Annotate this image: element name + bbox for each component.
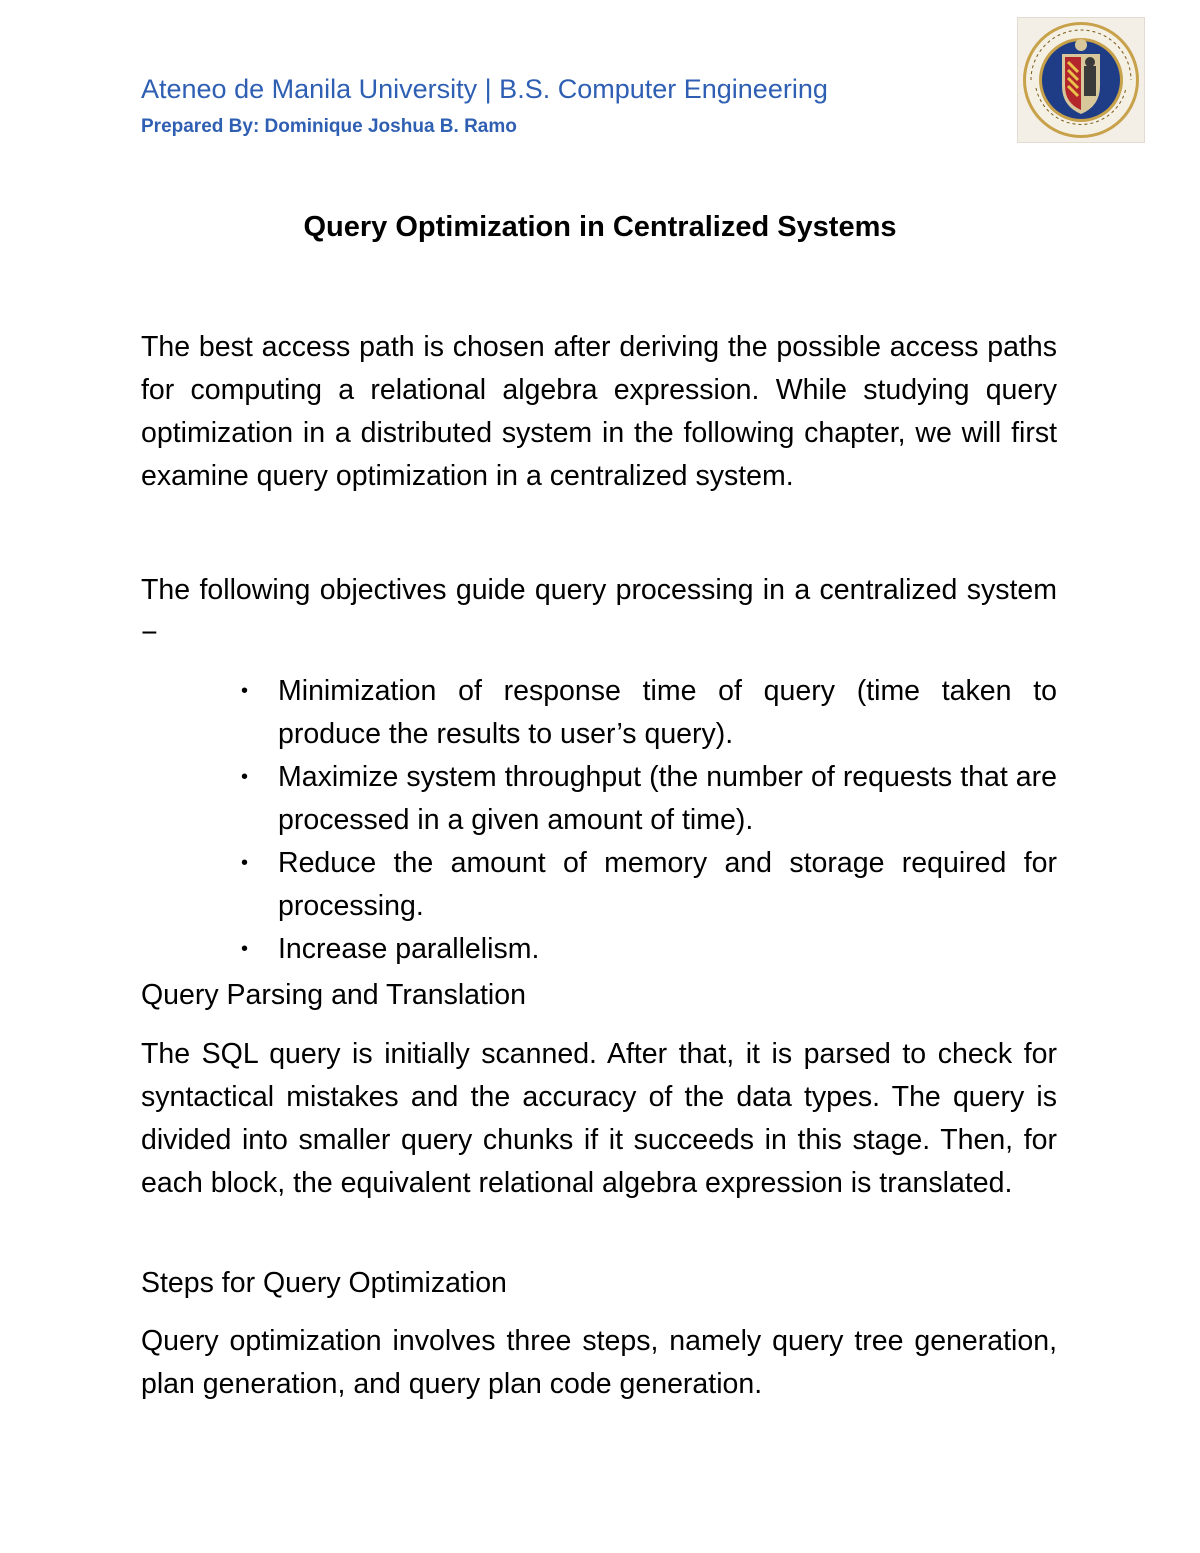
list-item bbox=[141, 670, 1057, 756]
objective-text: Maximize system throughput (the number of requests that are processed in a given amount of time). bbox=[278, 761, 1057, 836]
bullet-icon: • bbox=[241, 680, 249, 702]
objective-text: Minimization of response time of query (time taken to produce the results to user’s query). bbox=[278, 675, 1057, 750]
objectives-intro: The following objectives guide query processing in a centralized system − bbox=[141, 574, 1057, 649]
bullet-icon: • bbox=[241, 852, 249, 874]
prepared-by-line: Prepared By: Dominique Joshua B. Ramo bbox=[141, 116, 517, 137]
list-item bbox=[141, 928, 1057, 971]
objective-text: Reduce the amount of memory and storage required for processing. bbox=[278, 847, 1057, 922]
section-heading-steps: Steps for Query Optimization bbox=[141, 1267, 507, 1299]
university-seal-icon bbox=[1017, 17, 1145, 143]
institution-line: Ateneo de Manila University | B.S. Computer Engineering bbox=[141, 74, 828, 104]
list-item bbox=[141, 756, 1057, 842]
section-heading-parsing: Query Parsing and Translation bbox=[141, 979, 526, 1011]
bullet-icon: • bbox=[241, 938, 249, 960]
section-text-steps: Query optimization involves three steps, namely query tree generation, plan generation, and query plan code generation. bbox=[141, 1325, 1057, 1400]
bullet-icon: • bbox=[241, 766, 249, 788]
document-title: Query Optimization in Centralized Systems bbox=[303, 211, 897, 243]
objective-text: Increase parallelism. bbox=[278, 933, 540, 965]
list-item bbox=[141, 842, 1057, 928]
section-text-parsing: The SQL query is initially scanned. After that, it is parsed to check for syntactical mistakes and the accuracy of the data types. The query is divided into smaller query chunks if it succeeds in this stage. Then, for each block, the equivalent relational algebra expression is translated. bbox=[141, 1038, 1057, 1199]
objectives-list bbox=[141, 670, 1057, 971]
intro-paragraph: The best access path is chosen after deriving the possible access paths for computing a relational algebra expression. While studying query optimization in a distributed system in the following chapter, we will first examine query optimization in a centralized system. bbox=[141, 331, 1057, 492]
